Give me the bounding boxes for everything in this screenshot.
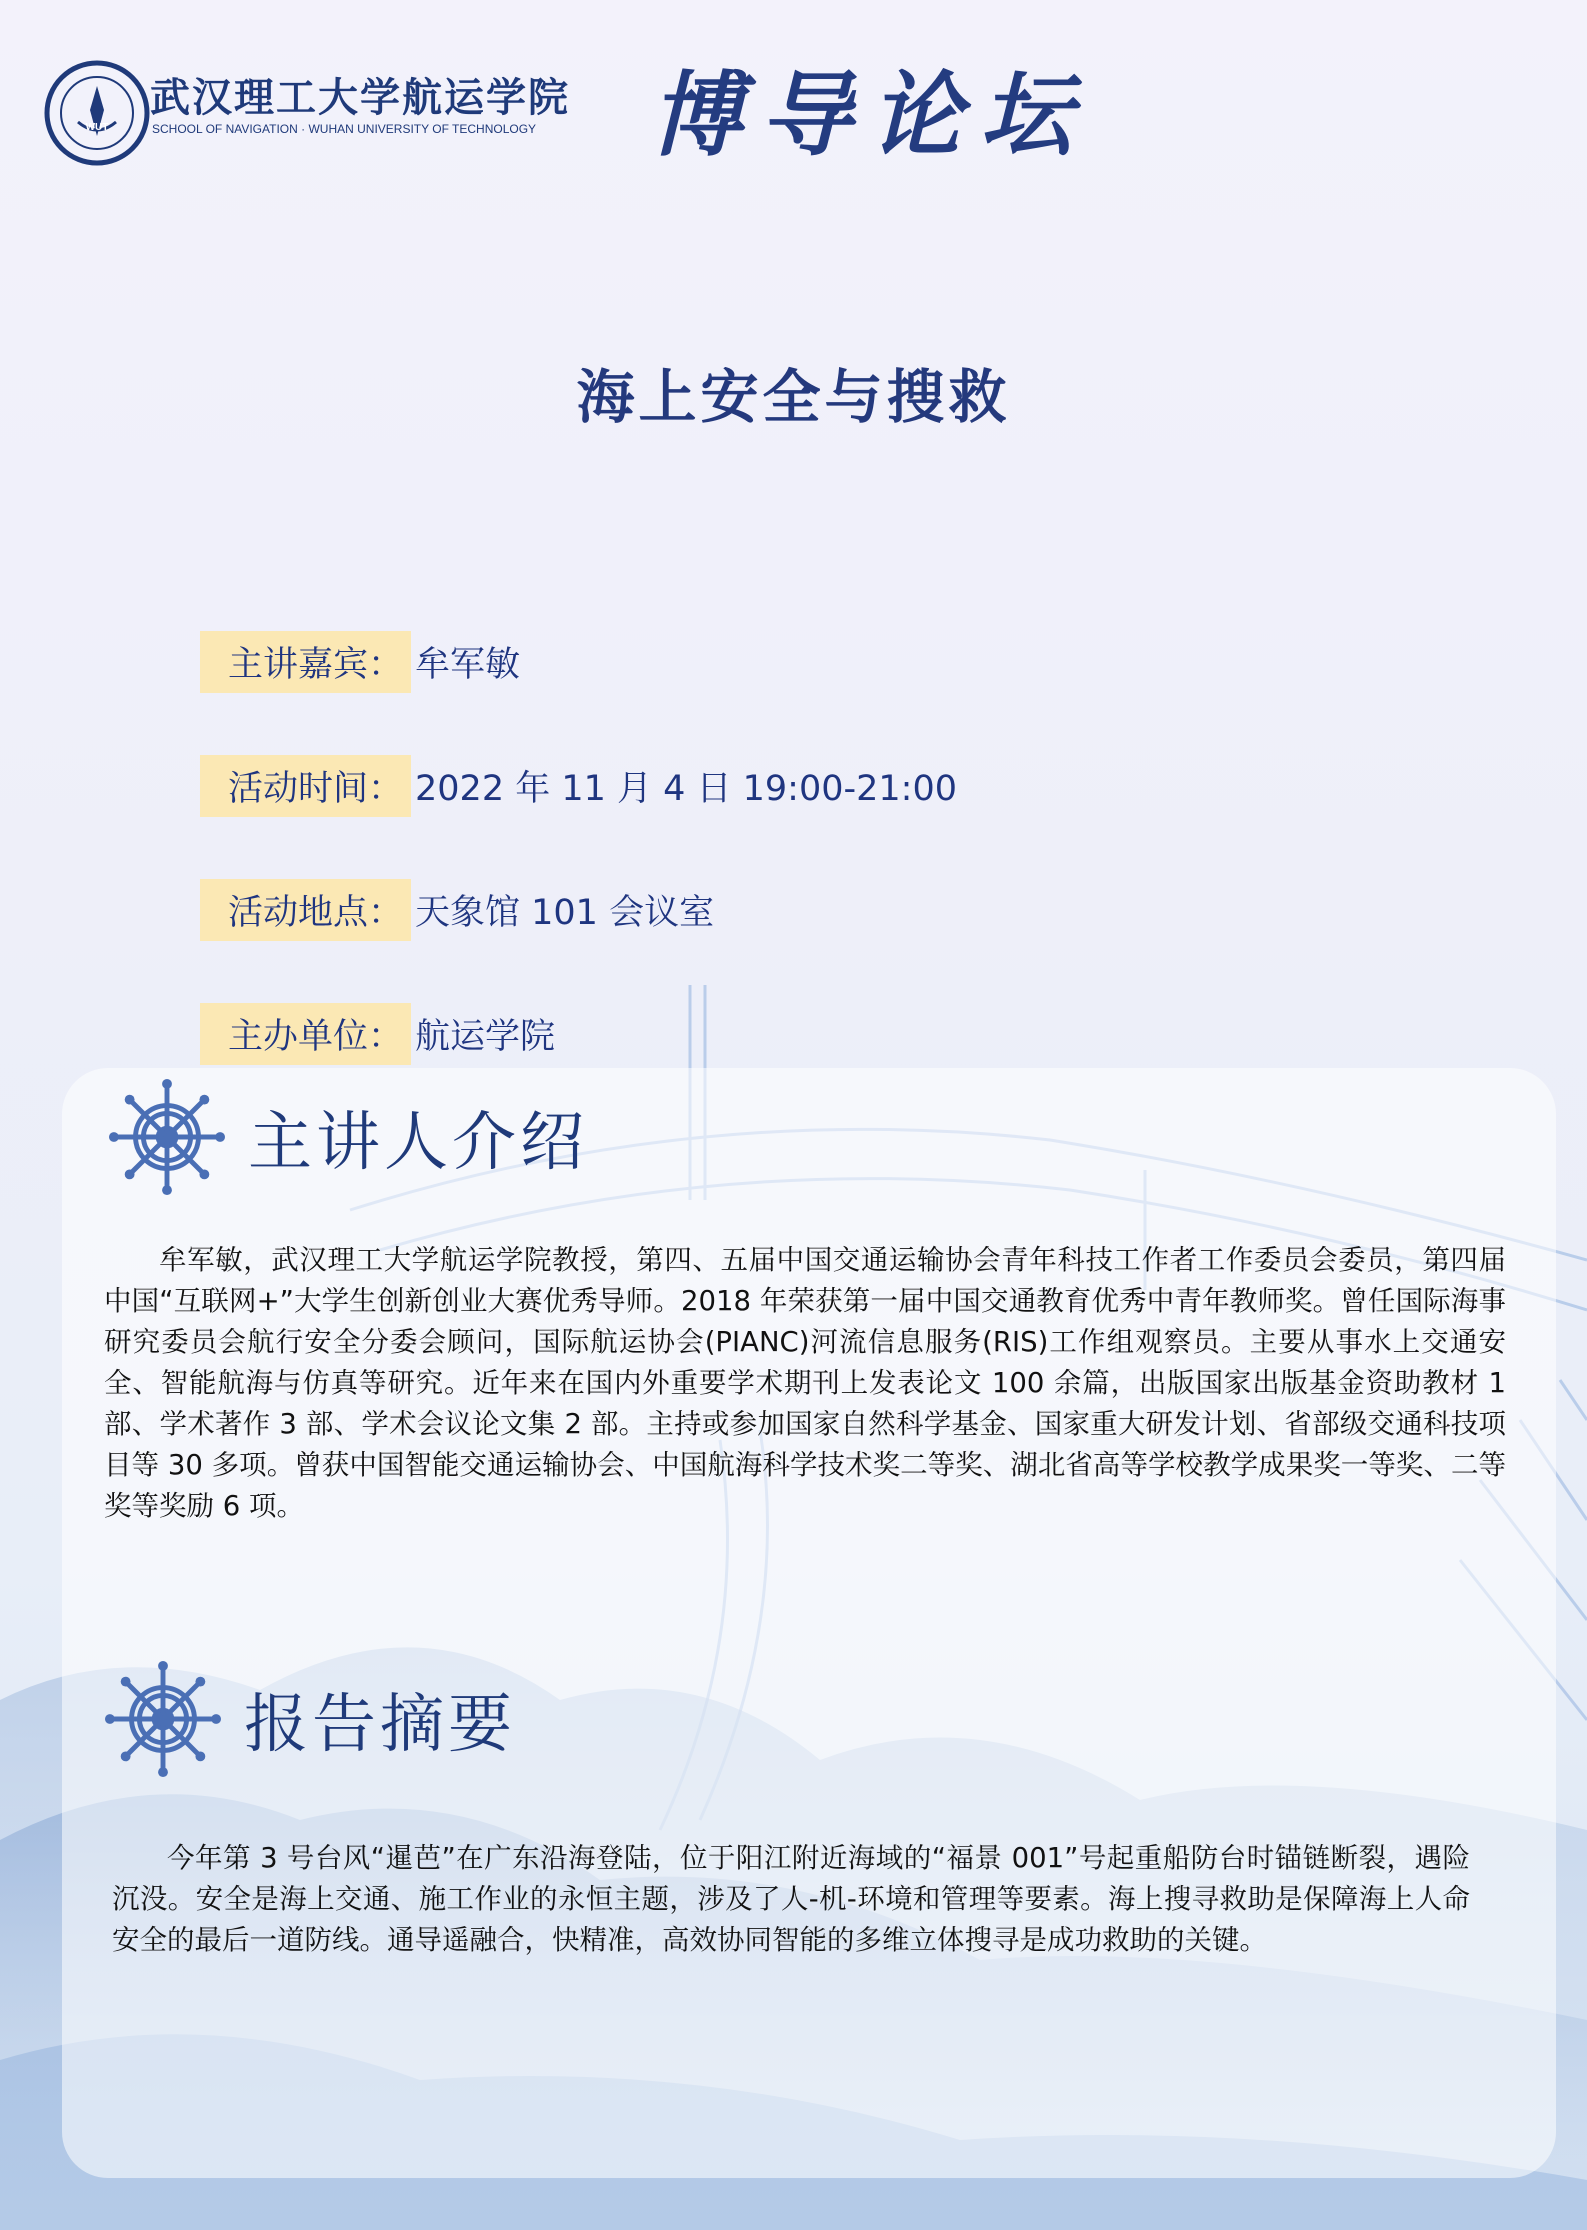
ship-wheel-icon	[108, 1078, 226, 1196]
talk-title: 海上安全与搜救	[576, 363, 1011, 431]
ship-wheel-icon	[104, 1660, 222, 1778]
talk-abstract: 今年第 3 号台风“暹芭”在广东沿海登陆，位于阳江附近海域的“福景 001”号起重船防台时锚链断裂，遇险沉没。安全是海上交通、施工作业的永恒主题，涉及了人-机-环境和管理等要素。海上搜寻救助是保障海上人命安全的最后一道防线。通导遥融合，快精准，高效协同智能的多维立体搜寻是成功救助的关键。	[112, 1842, 1470, 1956]
section-title-abstract: 报告摘要	[244, 1688, 516, 1762]
info-value-host: 航运学院	[415, 1017, 556, 1057]
info-label-time: 活动时间：	[200, 755, 411, 817]
info-speaker	[200, 632, 520, 692]
info-value-time: 2022 年 11 月 4 日 19:00-21:00	[415, 769, 958, 809]
svg-text:WUT: WUT	[85, 122, 109, 133]
info-label-host: 主办单位：	[200, 1003, 411, 1065]
section-header-abstract	[104, 1660, 516, 1778]
content-card	[62, 1068, 1556, 2178]
school-name: 武汉理工大学航运学院	[150, 75, 570, 121]
school-name-english: SCHOOL OF NAVIGATION · WUHAN UNIVERSITY OF TECHNOLOGY	[152, 122, 537, 136]
info-label-place: 活动地点：	[200, 879, 411, 941]
speaker-bio: 牟军敏，武汉理工大学航运学院教授，第四、五届中国交通运输协会青年科技工作者工作委员会委员，第四届中国“互联网+”大学生创新创业大赛优秀导师。2018 年荣获第一届中国交通教育优秀中青年教师奖。曾任国际海事研究委员会航行安全分委会顾问，国际航运协会(PIANC)河流信息服务(RIS)工作组观察员。主要从事水上交通安全、智能航海与仿真等研究。近年来在国内外重要学术期刊上发表论文 100 余篇，出版国家出版基金资助教材 1 部、学术著作 3 部、学术会议论文集 2 部。主持或参加国家自然科学基金、国家重大研发计划、省部级交通科技项目等 30 多项。曾获中国智能交通运输协会、中国航海科学技术奖二等奖、湖北省高等学校教学成果奖一等奖、二等奖等奖励 6 项。	[104, 1244, 1506, 1522]
info-place	[200, 880, 714, 940]
forum-title: 博导论坛	[650, 61, 1091, 169]
info-value-place: 天象馆 101 会议室	[415, 893, 715, 933]
info-host	[200, 1004, 555, 1064]
info-value-speaker: 牟军敏	[415, 645, 521, 685]
section-title-intro: 主讲人介绍	[248, 1106, 588, 1180]
info-label-speaker: 主讲嘉宾：	[200, 631, 411, 693]
info-time	[200, 756, 957, 816]
university-seal-icon	[42, 58, 152, 168]
section-header-intro	[108, 1078, 588, 1196]
